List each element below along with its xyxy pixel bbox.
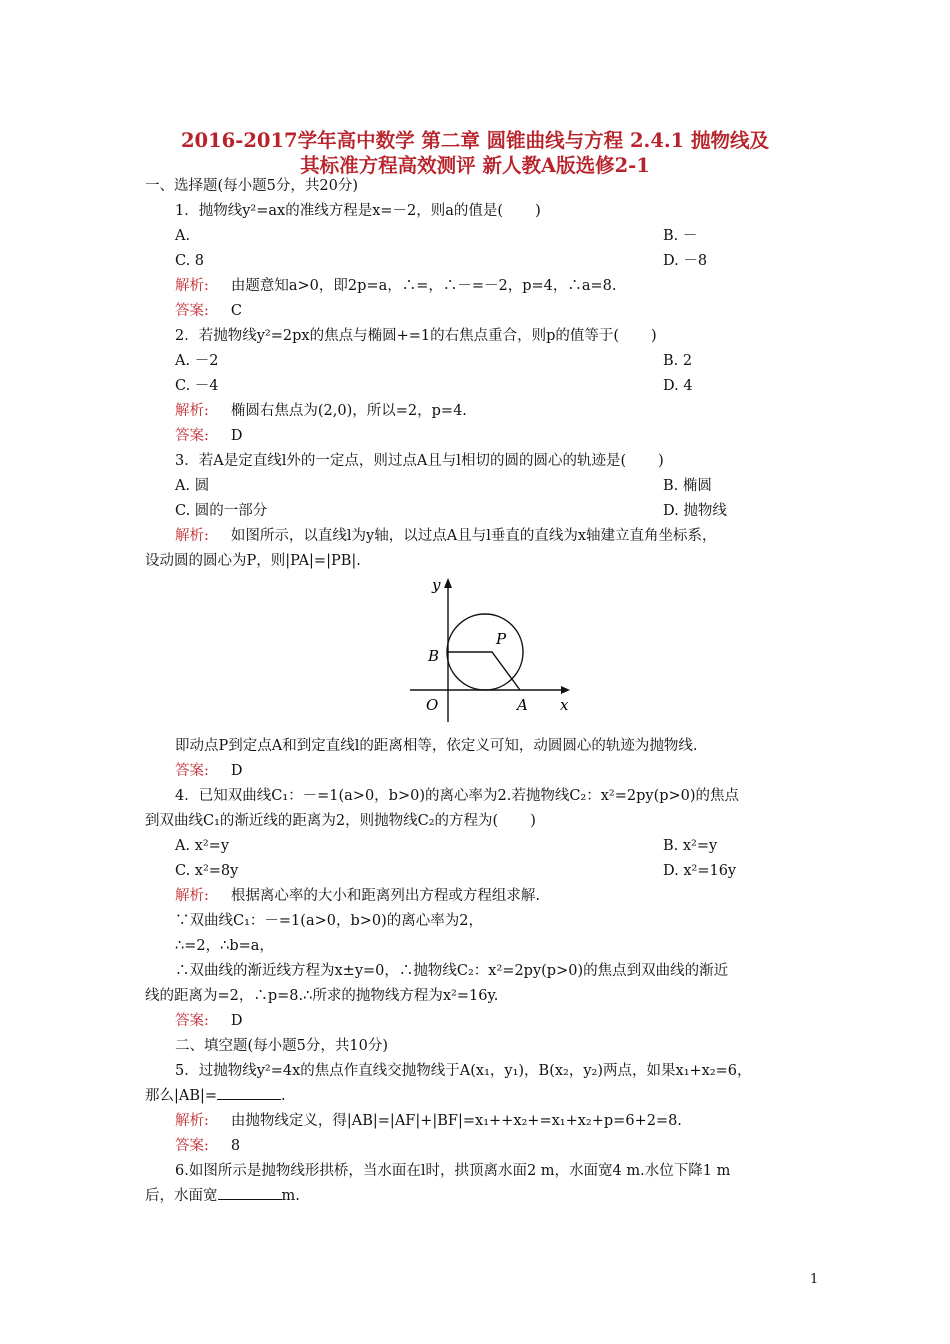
label-o: O xyxy=(426,696,439,714)
q3-analysis-1: 解析: 如图所示，以直线l为y轴，以过点A且与l垂直的直线为x轴建立直角坐标系， xyxy=(175,528,717,544)
q2-option-b: B. 2 xyxy=(663,353,693,369)
title-line-2: 其标准方程高效测评 新人教A版选修2-1 xyxy=(300,154,650,177)
label-a: A xyxy=(517,696,528,714)
q4-stem-2: 到双曲线C₁的渐近线的距离为2，则抛物线C₂的方程为( ) xyxy=(145,813,536,829)
q4-step-4: 线的距离为=2，∴p=8.∴所求的抛物线方程为x²=16y. xyxy=(145,988,499,1004)
q3-figure xyxy=(400,570,590,730)
q3-stem: 3．若A是定直线l外的一定点，则过点A且与l相切的圆的圆心的轨迹是( ) xyxy=(175,453,664,469)
q6-stem-1: 6.如图所示是抛物线形拱桥，当水面在l时，拱顶离水面2 m，水面宽4 m.水位下降1 m xyxy=(175,1163,731,1179)
q5-analysis: 解析: 由抛物线定义，得|AB|=|AF|+|BF|=x₁++x₂+=x₁+x₂+p=6+2=8. xyxy=(175,1113,682,1129)
page-number: 1 xyxy=(810,1272,819,1287)
q3-option-a: A. 圆 xyxy=(175,478,210,494)
q4-options-cd xyxy=(175,860,812,882)
q3-analysis-2: 设动圆的圆心为P，则|PA|=|PB|. xyxy=(145,553,361,569)
q4-step-3: ∴双曲线的渐近线方程为x±y=0，∴抛物线C₂：x²=2py(p>0)的焦点到双曲线的渐近 xyxy=(175,963,729,979)
q1-options-ab xyxy=(175,225,812,247)
q2-option-c: C. －4 xyxy=(175,378,219,394)
x-axis-arrow xyxy=(561,686,570,694)
q3-answer: 答案: D xyxy=(175,763,243,779)
q2-options-ab xyxy=(175,350,812,372)
q3-options-ab xyxy=(175,475,812,497)
label-p: P xyxy=(496,630,507,648)
section-heading-fill: 二、填空题(每小题5分，共10分) xyxy=(175,1038,388,1054)
q2-analysis: 解析: 椭圆右焦点为(2,0)，所以=2，p=4. xyxy=(175,403,467,419)
q5-answer-blank[interactable] xyxy=(217,1085,281,1100)
segments-bp-pa xyxy=(448,652,520,690)
q3-option-d: D. 抛物线 xyxy=(663,503,727,519)
title-line-1: 2016-2017学年高中数学 第二章 圆锥曲线与方程 2.4.1 抛物线及 xyxy=(180,129,770,152)
q2-option-d: D. 4 xyxy=(663,378,693,394)
q1-option-d: D. －8 xyxy=(663,253,708,269)
q4-step-1: ∵双曲线C₁：－=1(a>0，b>0)的离心率为2， xyxy=(175,913,483,929)
q3-options-cd xyxy=(175,500,812,522)
q2-answer: 答案: D xyxy=(175,428,243,444)
q1-options-cd xyxy=(175,250,812,272)
q1-option-a: A. xyxy=(175,228,191,244)
q4-answer: 答案: D xyxy=(175,1013,243,1029)
section-heading-choice: 一、选择题(每小题5分，共20分) xyxy=(145,178,358,194)
q1-analysis: 解析: 由题意知a>0，即2p=a，∴=，∴－=－2，p=4，∴a=8. xyxy=(175,278,617,294)
q5-answer: 答案: 8 xyxy=(175,1138,241,1154)
q4-option-d: D. x²=16y xyxy=(663,863,737,879)
label-b: B xyxy=(428,647,440,665)
q1-stem: 1．抛物线y²=ax的准线方程是x=－2，则a的值是( ) xyxy=(175,203,541,219)
q2-option-a: A. －2 xyxy=(175,353,219,369)
q3-option-c: C. 圆的一部分 xyxy=(175,503,268,519)
q4-option-b: B. x²=y xyxy=(663,838,718,854)
q6-stem-2: 后，水面宽 m. xyxy=(145,1185,812,1207)
q4-options-ab xyxy=(175,835,812,857)
q4-step-2: ∴=2，∴b=a， xyxy=(175,938,274,954)
q1-option-c: C. 8 xyxy=(175,253,205,269)
q3-option-b: B. 椭圆 xyxy=(663,478,712,494)
q2-options-cd xyxy=(175,375,812,397)
q6-answer-blank[interactable] xyxy=(218,1185,282,1200)
q4-option-a: A. x²=y xyxy=(175,838,230,854)
label-y: y xyxy=(432,576,441,594)
q3-conclusion: 即动点P到定点A和到定直线l的距离相等，依定义可知，动圆圆心的轨迹为抛物线. xyxy=(175,738,698,754)
q1-answer: 答案: C xyxy=(175,303,242,319)
q4-option-c: C. x²=8y xyxy=(175,863,239,879)
q4-stem-1: 4．已知双曲线C₁：－=1(a>0，b>0)的离心率为2.若抛物线C₂：x²=2py(p>0)的焦点 xyxy=(175,788,740,804)
q5-stem-2: 那么|AB|= . xyxy=(145,1085,812,1107)
q5-stem-1: 5．过抛物线y²=4x的焦点作直线交抛物线于A(x₁，y₁)，B(x₂，y₂)两点，如果x₁+x₂=6， xyxy=(175,1063,752,1079)
q1-option-b: B. － xyxy=(663,228,698,244)
q4-analysis: 解析: 根据离心率的大小和距离列出方程或方程组求解. xyxy=(175,888,540,904)
q2-stem: 2．若抛物线y²=2px的焦点与椭圆+=1的右焦点重合，则p的值等于( ) xyxy=(175,328,657,344)
label-x: x xyxy=(560,696,569,714)
y-axis-arrow xyxy=(444,578,452,588)
